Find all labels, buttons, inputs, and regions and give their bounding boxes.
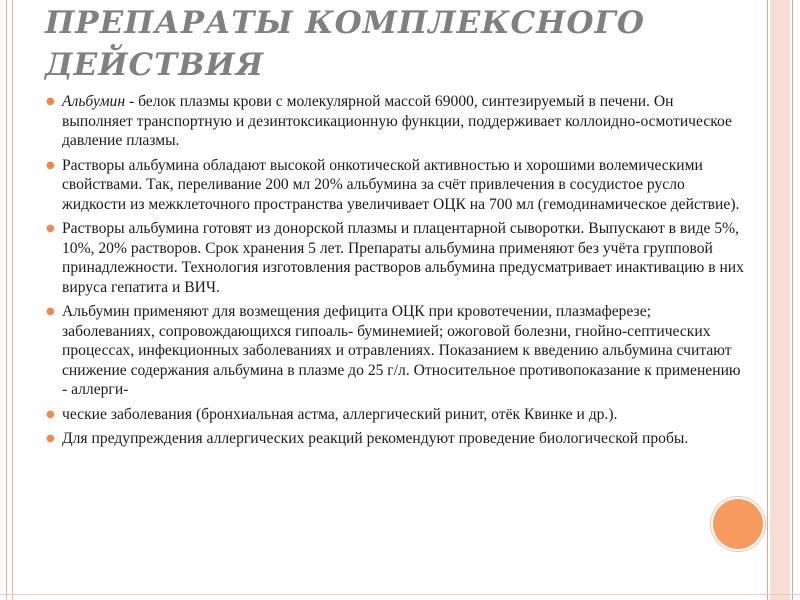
list-item	[46, 92, 746, 151]
list-item	[46, 429, 746, 449]
list-item-text: Растворы альбумина готовят из донорской плазмы и плацентарной сыворотки. Выпускают в виде 5%, 10%, 20% растворов. Срок хранения 5 лет. Препараты альбумина применяют без учёта групповой принадлежности. Технология изготовления растворов альбумина предусматривает инактивацию в них вируса гепатита и ВИЧ.	[62, 220, 744, 296]
list-item-text: - белок плазмы крови с молекулярной массой 69000, синтезируемый в печени. Он выполняет транспортную и дезинтоксикационную функции, поддерживает коллоидно-осмотическое давление плазмы.	[62, 93, 732, 149]
circle-bullet-icon: ●	[46, 306, 55, 317]
list-item-text: ческие заболевания (бронхиальная астма, аллергический ринит, отёк Квинке и др.).	[62, 405, 618, 423]
list-item	[46, 219, 746, 297]
list-item	[46, 302, 746, 400]
left-border-line-inner	[12, 0, 13, 600]
slide-title	[45, 2, 745, 86]
orange-circle-decoration	[713, 499, 763, 549]
circle-bullet-icon: ●	[46, 408, 55, 420]
right-border-line	[767, 0, 768, 600]
list-item	[46, 405, 746, 425]
circle-bullet-icon: ●	[46, 433, 55, 444]
list-item	[46, 156, 746, 215]
circle-bullet-icon: ●	[46, 159, 55, 171]
circle-bullet-icon: ●	[46, 96, 55, 107]
list-item-text: Растворы альбумина обладают высокой онкотической активностью и хорошими волемическими свойствами. Так, переливание 200 мл 20% альбумина за счёт привлечения в сосудистое русло жидкости из межклеточного пространства увеличивает ОЦК на 700 мл (гемодинамическое действие).	[62, 156, 740, 213]
right-decorative-band	[770, 0, 790, 600]
list-item-text: Альбумин применяют для возмещения дефицита ОЦК при кровотечении, плазмаферезе; заболеваниях, сопровождающихся гипоаль- буминемией; ожоговой болезни, гнойно-септических процессах, инфекционных заболеваниях и отравлениях. Показанием к введению альбумина считают снижение содержания альбумина в плазме до 25 г/л. Относительное противопоказание к применению - аллерги-	[62, 303, 741, 398]
left-border-line	[6, 0, 7, 600]
bullet-list	[46, 92, 746, 454]
term-albumin: Альбумин	[62, 93, 126, 110]
right-border-line-outer	[792, 0, 793, 600]
list-item-text: Для предупреждения аллергических реакций рекомендуют проведение биологической пробы.	[62, 430, 689, 447]
slide-title-line-2: ДЕЙСТВИЯ	[45, 47, 265, 83]
slide-title-line-1: ПРЕПАРАТЫ КОМПЛЕКСНОГО	[45, 5, 645, 41]
bottom-border-line	[0, 594, 800, 595]
circle-bullet-icon: ●	[46, 223, 55, 234]
